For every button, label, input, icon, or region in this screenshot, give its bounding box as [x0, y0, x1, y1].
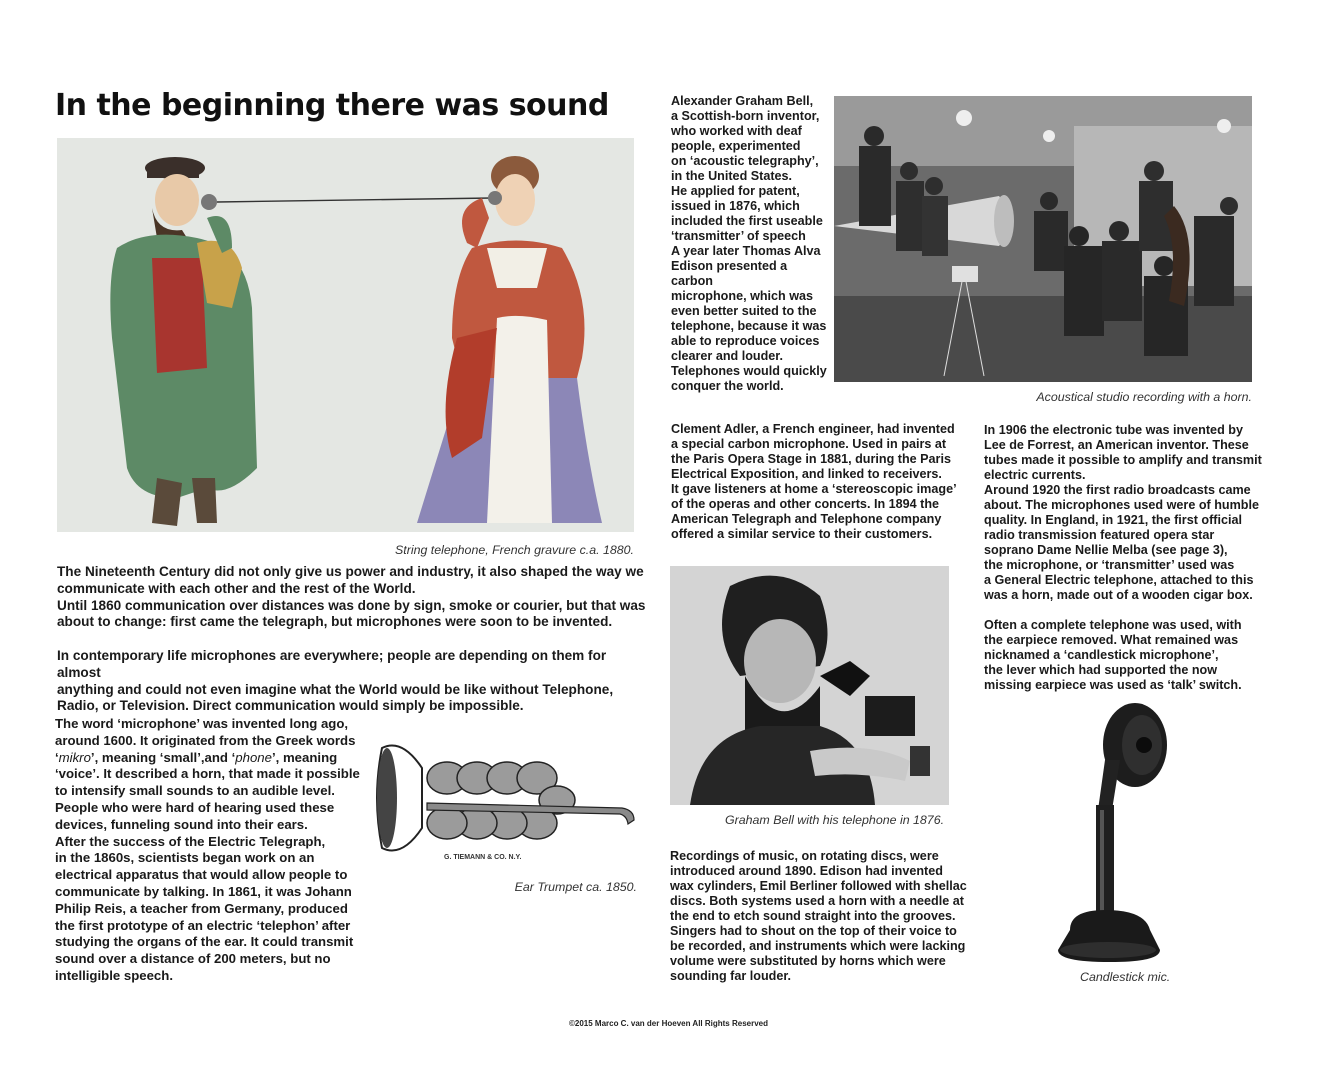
recordings-paragraph: Recordings of music, on rotating discs, were introduced around 1890. Edison had invented wax cylinders, Emil Berliner followed with shellac discs. Both systems used a horn with a needle at the end to etch sound straight into the grooves. Singers had to shout on the top of their voice to be recorded, and instruments which were lacking volume were substituted by horns which were sounding far louder. — [670, 849, 967, 983]
string-telephone-caption: String telephone, French gravure c.a. 1880. — [394, 543, 634, 557]
studio-recording-caption: Acoustical studio recording with a horn. — [1036, 390, 1252, 404]
graham-bell-caption: Graham Bell with his telephone in 1876. — [725, 813, 945, 827]
word-origin-paragraph — [55, 716, 365, 985]
intro-paragraph-2: In contemporary life microphones are everywhere; people are depending on them for almost anything and could not even imagine what the World would be like without Telephone, Radio, or Television. Direct communication would simply be impossible. — [57, 648, 614, 714]
ear-trumpet-drawing — [372, 728, 642, 868]
studio-recording-drawing — [834, 96, 1252, 382]
candlestick-caption: Candlestick mic. — [1080, 970, 1171, 984]
word-origin-text-1: The word ‘microphone’ was invented long ago, around 1600. It originated from the Greek words ‘ — [55, 716, 356, 765]
word-origin-text-2: ’, meaning ‘small’,and ‘ — [90, 749, 236, 765]
electronic-tube-paragraph: In 1906 the electronic tube was invented by Lee de Forrest, an American inventor. These tubes made it possible to amplify and transmit electric currents. Around 1920 the first radio broadcasts came about. The microphones used were of humble quality. In England, in 1921, the first official radio transmission featured opera star soprano Dame Nellie Melba (see page 3), the microphone, or ‘transmitter’ used was a General Electric telephone, attached to this was a horn, made out of a wooden cigar box. — [984, 423, 1262, 602]
string-telephone-illustration — [57, 138, 634, 532]
word-origin-text-3: ’, meaning ‘voice’. It described a horn, that made it possible to intensify small sounds to an audible level. People who were hard of hearing used these devices, funneling sound into their ears. After the success of the Electric Telegraph, in the 1860s, scientists began work on an electrical apparatus that would allow people to communicate by talking. In 1861, it was Johann Philip Reis, a teacher from Germany, produced the first prototype of an electric ‘telephon’ after studying the organs of the ear. It could transmit sound over a distance of 200 meters, but no intelligible speech. — [55, 749, 360, 983]
word-origin-mikro: mikro — [58, 749, 91, 765]
page-title: In the beginning there was sound — [55, 88, 609, 123]
bell-paragraph: Alexander Graham Bell, a Scottish-born inventor, who worked with deaf people, experimented on ‘acoustic telegraphy’, in the United States. He applied for patent, issued in 1876, which included the first useable ‘transmitter’ of speech A year later Thomas Alva Edison presented a carbon microphone, which was even better suited to the telephone, because it was able to reproduce voices clearer and louder. Telephones would quickly conquer the world. — [671, 94, 827, 393]
graham-bell-drawing — [670, 566, 949, 805]
ear-trumpet-caption: Ear Trumpet ca. 1850. — [514, 880, 637, 894]
intro-paragraph-1: The Nineteenth Century did not only give us power and industry, it also shaped the way we communicate with each other and the rest of the World. Until 1860 communication over distances was done by sign, smoke or courier, but that was about to change: first came the telegraph, but microphones were soon to be invented. — [57, 564, 646, 630]
ear-trumpet-maker-mark: G. TIEMANN & CO. N.Y. — [444, 854, 522, 861]
adler-paragraph: Clement Adler, a French engineer, had invented a special carbon microphone. Used in pairs at the Paris Opera Stage in 1881, during the Paris Electrical Exposition, and linked to receivers. It gave listeners at home a ‘stereoscopic image’ of the operas and other concerts. In 1894 the American Telegraph and Telephone company offered a similar service to their customers. — [671, 422, 957, 541]
word-origin-phone: phone — [235, 749, 272, 765]
studio-recording-photo — [834, 96, 1252, 382]
candlestick-mic-drawing — [1050, 700, 1170, 965]
copyright-footer: ©2015 Marco C. van der Hoeven All Rights Reserved — [568, 1019, 768, 1028]
candlestick-mic-photo — [1050, 700, 1170, 965]
graham-bell-photo — [670, 566, 949, 805]
candlestick-paragraph: Often a complete telephone was used, with the earpiece removed. What remained was nicknamed a ‘candlestick microphone’, the lever which had supported the now missing earpiece was used as ‘talk’ switch. — [984, 618, 1242, 692]
string-telephone-drawing — [57, 138, 634, 532]
ear-trumpet-illustration — [372, 728, 642, 868]
